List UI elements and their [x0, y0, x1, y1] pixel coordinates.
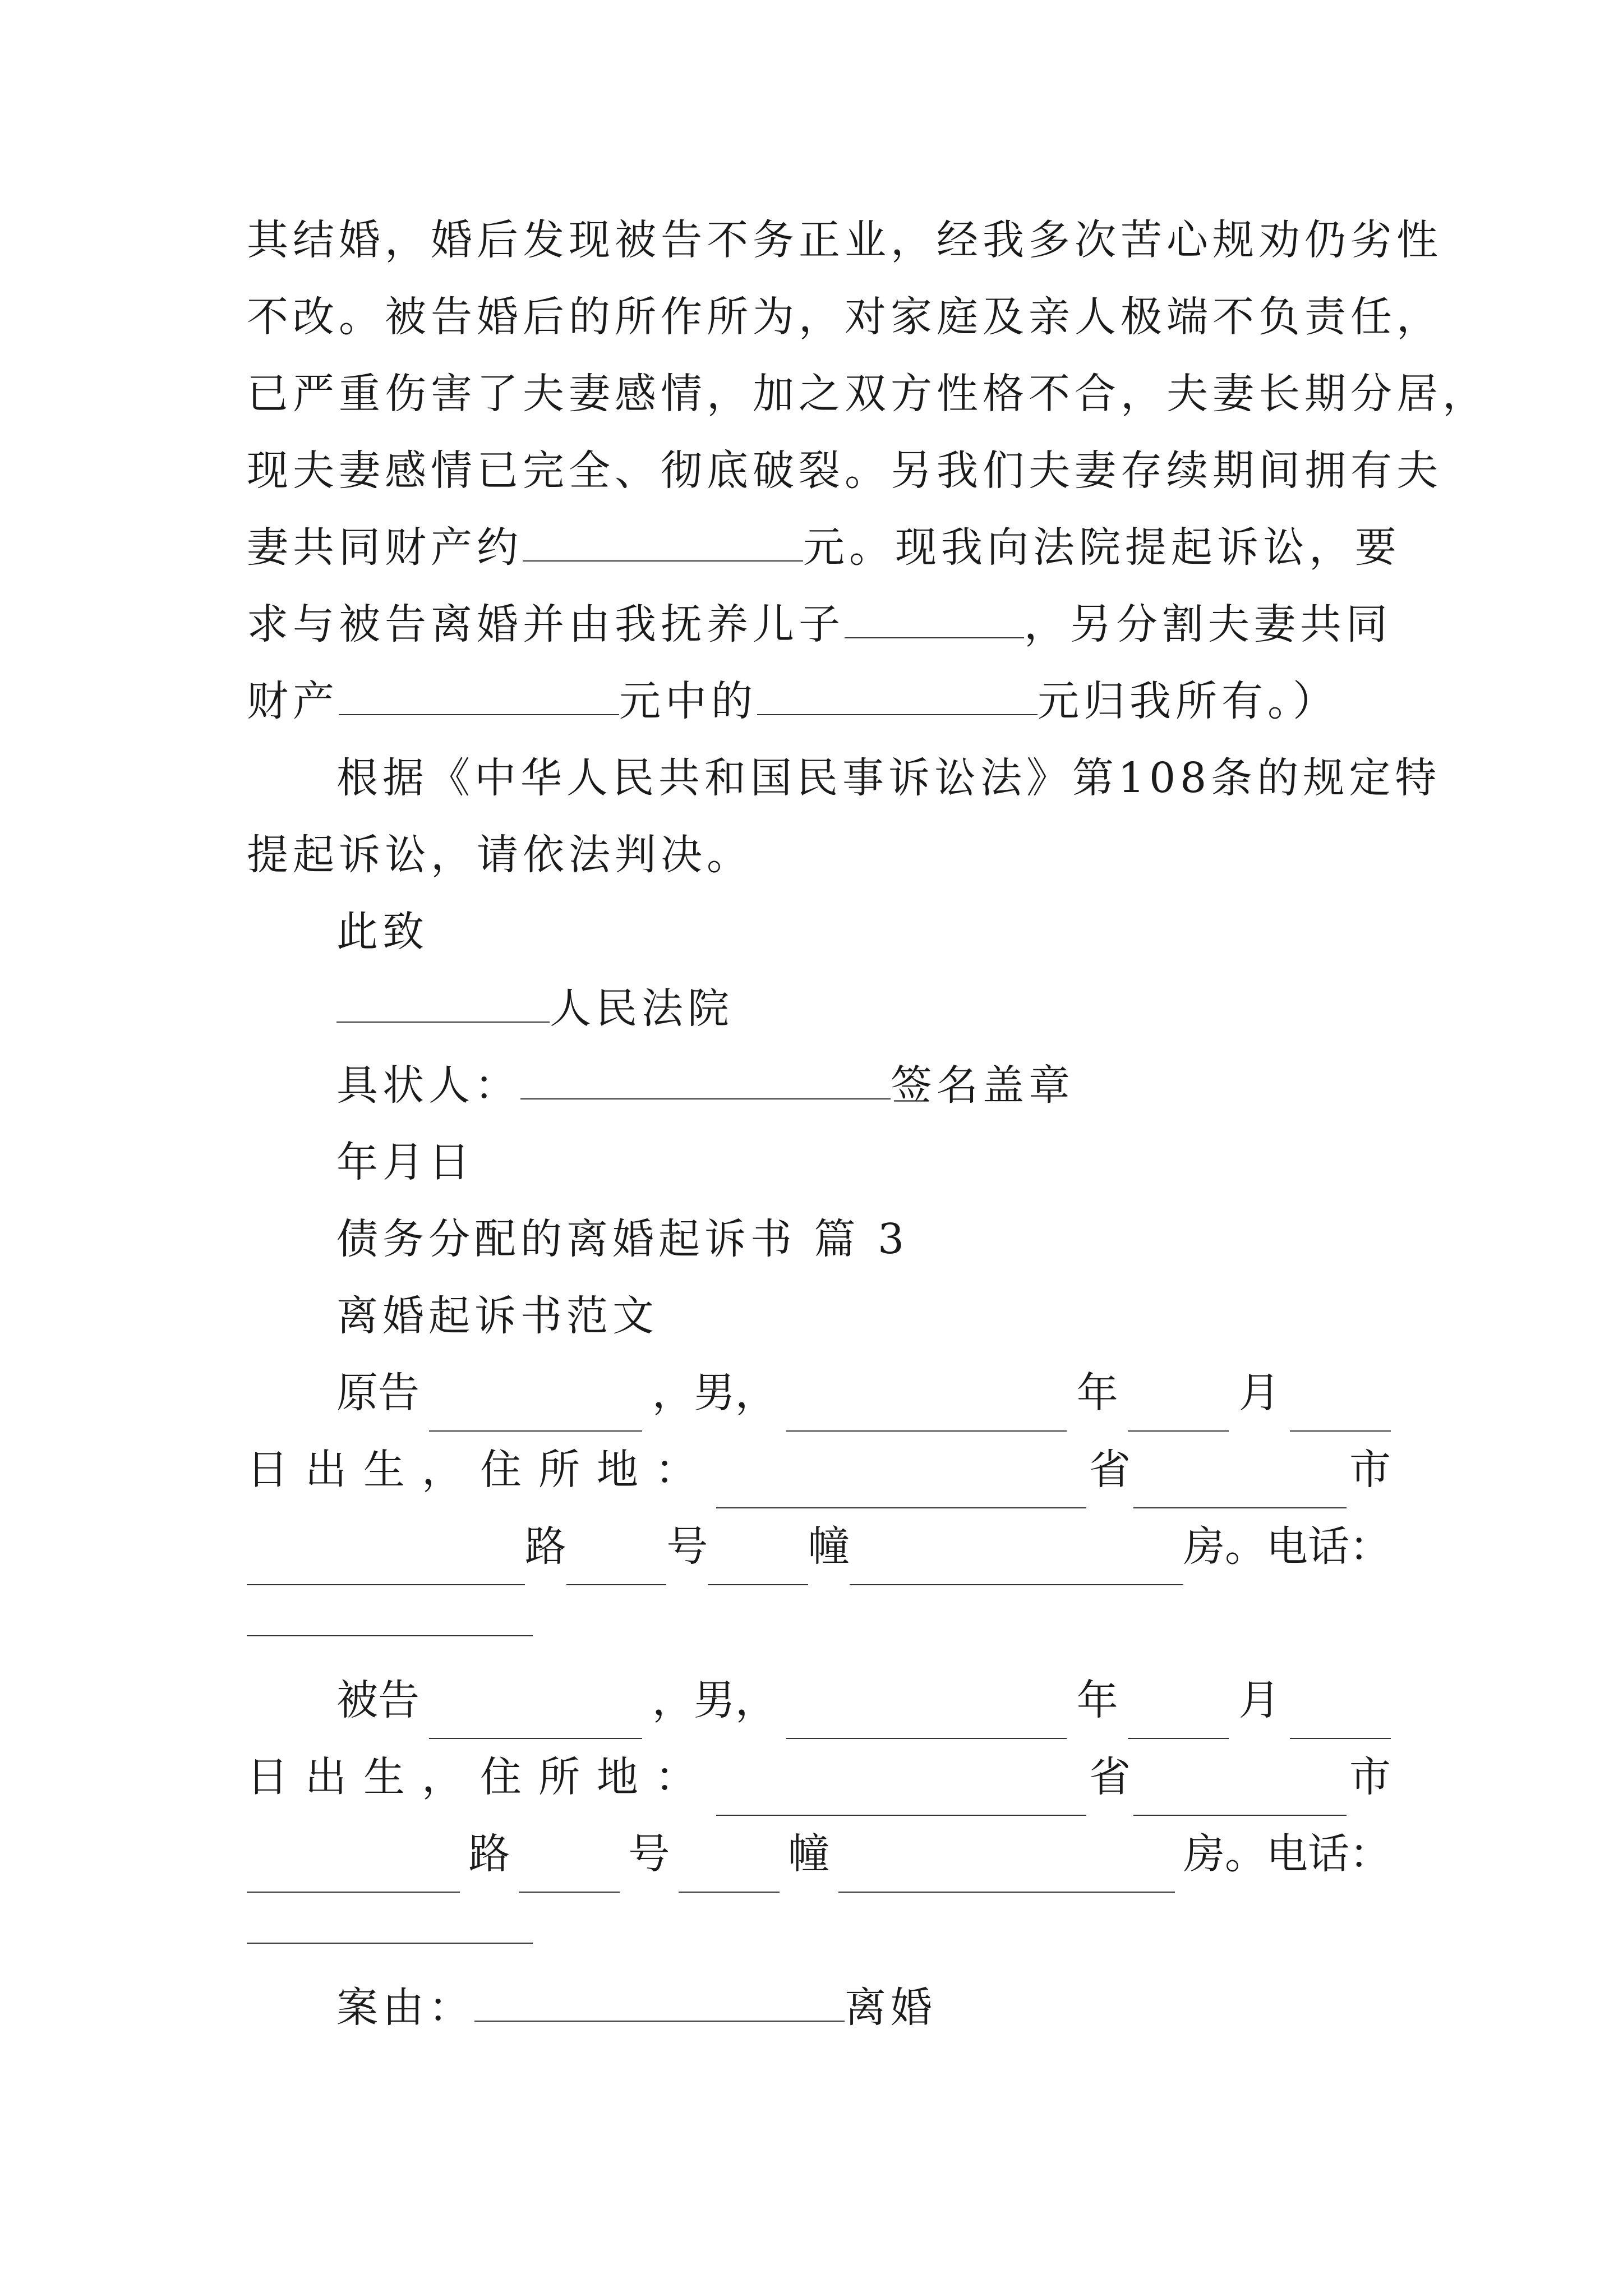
text-segment: 号 [628, 1830, 670, 1878]
fill-in-blank [786, 1399, 1067, 1432]
text-segment: 日出生，住所地： [247, 1446, 713, 1494]
fill-in-blank [1290, 1706, 1391, 1739]
text-segment: 省 [1089, 1753, 1131, 1801]
fill-in-blank [838, 1860, 1175, 1893]
fill-in-blank [429, 1706, 642, 1739]
fill-in-blank [845, 606, 1024, 638]
fill-in-blank [679, 1860, 780, 1893]
text-segment: 年 [1076, 1369, 1118, 1417]
fill-in-blank [247, 1553, 525, 1585]
text-segment: 路 [524, 1522, 566, 1571]
text-segment: 元中的 [619, 677, 757, 725]
defendant-label: 被告 [336, 1676, 419, 1724]
case-line [336, 1970, 1391, 2046]
plaintiff-label: 原告 [336, 1369, 419, 1417]
defendant-line-2 [247, 1739, 1391, 1816]
fill-in-blank [474, 1989, 845, 2022]
text-segment: 路 [468, 1830, 510, 1878]
text-segment: 年 [1076, 1676, 1118, 1724]
fill-in-blank [708, 1553, 808, 1585]
salutation: 此致 [336, 908, 428, 956]
text-line: 现夫妻感情已完全、彻底破裂。另我们夫妻存续期间拥有夫 [247, 447, 1442, 495]
fill-in-blank [850, 1553, 1183, 1585]
text-segment: 号 [666, 1522, 708, 1571]
fill-in-blank [520, 1067, 891, 1099]
text-segment: 月 [1238, 1369, 1280, 1417]
text-segment: 省 [1089, 1446, 1131, 1494]
text-line: 其结婚，婚后发现被告不务正业，经我多次苦心规劝仍劣性 [247, 216, 1442, 264]
text-line [247, 509, 1401, 586]
fill-in-blank [716, 1783, 1086, 1816]
text-line: 不改。被告婚后的所作所为，对家庭及亲人极端不负责任， [247, 293, 1442, 341]
case-value: 离婚 [845, 1984, 937, 2032]
fill-in-blank [566, 1553, 667, 1585]
fill-in-blank [247, 1860, 460, 1893]
court-line [336, 970, 1391, 1047]
fill-in-blank [1128, 1399, 1229, 1432]
fill-in-blank [336, 990, 550, 1023]
text-segment: 财产 [247, 677, 339, 725]
fill-in-blank [1133, 1476, 1347, 1508]
fill-in-blank [716, 1476, 1086, 1508]
fill-in-blank [339, 683, 619, 715]
plaintiff-line-3 [247, 1508, 1391, 1585]
fill-in-blank [519, 1860, 620, 1893]
defendant-line-3 [247, 1816, 1391, 1893]
text-segment: 求与被告离婚并由我抚养儿子 [247, 600, 845, 648]
court-suffix: 人民法院 [550, 984, 734, 1033]
phone-blank [247, 1635, 533, 1636]
section-title: 债务分配的离婚起诉书 篇 3 [336, 1215, 909, 1263]
fill-in-blank [757, 683, 1038, 715]
fill-in-blank [429, 1399, 642, 1432]
text-line: 已严重伤害了夫妻感情，加之双方性格不合，夫妻长期分居， [247, 370, 1488, 418]
signature-label: 签名盖章 [891, 1061, 1075, 1110]
date-line: 年月日 [336, 1138, 474, 1186]
defendant-line-1 [336, 1662, 1391, 1739]
phone-blank [247, 1943, 533, 1944]
text-line [247, 586, 1391, 663]
text-segment: 妻共同财产约 [247, 523, 523, 572]
text-segment: 幢 [808, 1522, 850, 1571]
plaintiff-label: 具状人： [336, 1061, 520, 1110]
fill-in-blank [523, 529, 803, 562]
case-label: 案由： [336, 1984, 474, 2032]
text-segment: 元归我所有。） [1038, 677, 1339, 725]
text-segment: 市 [1349, 1446, 1391, 1494]
text-line: 提起诉讼，请依法判决。 [247, 831, 753, 879]
text-segment: 房。电话： [1183, 1830, 1391, 1878]
fill-in-blank [1128, 1706, 1229, 1739]
fill-in-blank [1133, 1783, 1347, 1816]
text-segment: ，另分割夫妻共同 [1024, 600, 1392, 648]
fill-in-blank [786, 1706, 1067, 1739]
text-segment: 市 [1349, 1753, 1391, 1801]
text-segment: 月 [1238, 1676, 1280, 1724]
text-line: 根据《中华人民共和国民事诉讼法》第108条的规定特 [336, 754, 1441, 802]
text-line [247, 663, 1391, 740]
text-segment: ，男， [652, 1676, 777, 1724]
text-segment: 房。电话： [1183, 1522, 1391, 1571]
plaintiff-line-1 [336, 1355, 1391, 1432]
signature-line [336, 1047, 1391, 1124]
text-segment: 日出生，住所地： [247, 1753, 713, 1801]
text-segment: ，男， [652, 1369, 777, 1417]
text-segment: 元。现我向法院提起诉讼，要 [803, 523, 1401, 572]
fill-in-blank [1290, 1399, 1391, 1432]
plaintiff-line-2 [247, 1432, 1391, 1508]
sample-title: 离婚起诉书范文 [336, 1292, 658, 1340]
text-segment: 幢 [788, 1830, 830, 1878]
